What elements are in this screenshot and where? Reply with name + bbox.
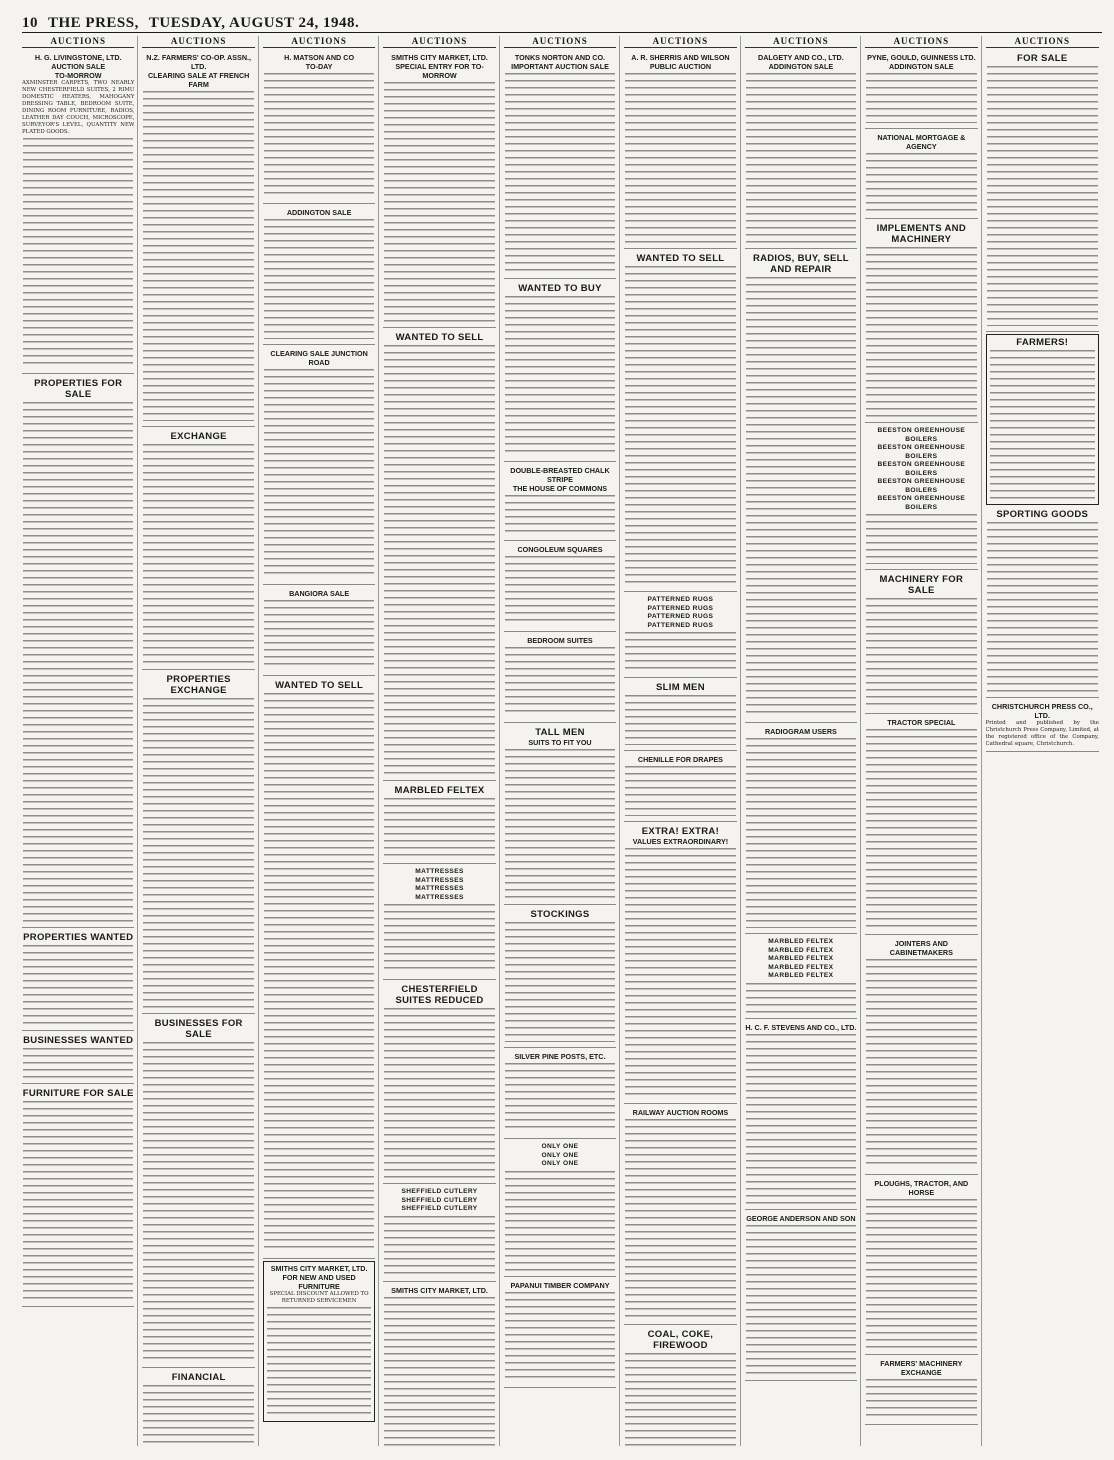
ad-heading: FARMERS' MACHINERY EXCHANGE — [880, 1359, 963, 1377]
ad-filler — [384, 1216, 494, 1276]
stack-line: ONLY ONE — [541, 1151, 579, 1159]
stack-line: ONLY ONE — [541, 1143, 579, 1150]
auction-ad — [383, 51, 495, 328]
stack-line: BEESTON GREENHOUSE BOILERS — [877, 495, 966, 511]
ad-heading: BEDROOM SUITES — [527, 636, 593, 645]
stack-line: BEESTON GREENHOUSE BOILERS — [877, 478, 966, 494]
classified-ad — [865, 221, 977, 423]
ad-heading: CHESTERFIELD SUITES REDUCED — [395, 984, 484, 1006]
ad-heading: STOCKINGS — [530, 909, 590, 920]
section-heading: FURNITURE FOR SALE — [22, 1088, 134, 1099]
display-ad — [865, 937, 977, 1175]
stack-line: PATTERNED RUGS — [647, 621, 714, 629]
display-ad — [986, 700, 1099, 752]
ad-heading: RADIOGRAM USERS — [764, 727, 837, 736]
column-5 — [504, 36, 620, 1446]
ad-filler — [505, 556, 615, 626]
ad-filler — [987, 522, 1098, 692]
ad-heading: RAILWAY AUCTION ROOMS — [632, 1108, 729, 1117]
classified-ad — [986, 507, 1099, 698]
ad-filler — [866, 729, 976, 929]
stack-line: ONLY ONE — [541, 1160, 579, 1167]
display-ad — [865, 425, 977, 570]
classified-ad — [22, 930, 134, 1031]
ad-filler — [746, 1225, 856, 1375]
ad-heading: SILVER PINE POSTS, ETC. — [514, 1052, 606, 1061]
ad-filler — [866, 1379, 976, 1419]
auction-ad — [263, 347, 375, 585]
ad-subheading: TO-DAY — [305, 62, 333, 71]
display-ad — [504, 464, 616, 541]
ad-filler — [866, 598, 976, 708]
auction-ad — [865, 51, 977, 129]
classified-ad — [383, 330, 495, 781]
ad-filler — [987, 66, 1098, 326]
auction-ad — [865, 131, 977, 219]
ad-filler — [143, 698, 253, 1008]
ad-heading: DOUBLE-BREASTED CHALK STRIPE — [510, 466, 610, 484]
stack-line: MATTRESSES — [415, 885, 464, 892]
ad-filler — [23, 138, 133, 368]
ad-subheading: IMPORTANT AUCTION SALE — [511, 62, 609, 71]
ad-heading: PAPANUI TIMBER COMPANY — [510, 1280, 610, 1290]
classified-ad — [142, 672, 254, 1014]
display-ad — [383, 783, 495, 864]
ad-heading: TRACTOR SPECIAL — [887, 718, 956, 727]
stack-line: MATTRESSES — [415, 868, 464, 875]
stack-line: PATTERNED RUGS — [647, 613, 714, 620]
stack-line: PATTERNED RUGS — [647, 596, 714, 603]
stack-line: MATTRESSES — [415, 893, 464, 901]
auction-ad — [624, 1106, 736, 1325]
display-ad — [504, 1141, 616, 1277]
classified-ad — [504, 281, 616, 462]
display-ad — [986, 334, 1099, 505]
ad-subheading: TO-MORROW — [54, 71, 102, 80]
ad-filler — [866, 153, 976, 213]
ad-filler — [143, 444, 253, 664]
ad-filler — [625, 266, 735, 586]
section-heading: BUSINESSES WANTED — [23, 1035, 134, 1046]
column-head: AUCTIONS — [263, 36, 375, 48]
auction-ad — [22, 51, 134, 374]
ad-filler — [143, 1042, 253, 1362]
section-heading: FOR SALE — [1017, 53, 1068, 64]
ad-body: SPECIAL DISCOUNT ALLOWED TO RETURNED SERVICEMEN — [269, 1291, 369, 1304]
display-ad — [504, 907, 616, 1048]
ad-filler — [505, 749, 615, 899]
ad-heading: ADDINGTON SALE — [286, 208, 352, 217]
section-heading: FINANCIAL — [171, 1372, 226, 1383]
ad-filler — [143, 91, 253, 421]
ad-heading: CHENILLE FOR DRAPES — [637, 755, 723, 764]
ad-heading: SMITHS CITY MARKET, LTD. — [270, 1264, 368, 1273]
ad-heading: SMITHS CITY MARKET, LTD. — [391, 1285, 488, 1295]
ad-filler — [505, 495, 615, 535]
ad-heading: EXTRA! EXTRA! — [641, 826, 720, 837]
ad-heading: JOINTERS AND CABINETMAKERS — [889, 939, 953, 957]
ad-filler — [505, 1063, 615, 1133]
ad-heading: H. C. F. STEVENS AND CO., LTD. — [745, 1022, 857, 1032]
ad-filler — [746, 73, 856, 243]
stack-line: PATTERNED RUGS — [647, 604, 714, 612]
ad-filler — [866, 73, 976, 123]
display-ad — [383, 1186, 495, 1282]
display-ad — [745, 1212, 857, 1381]
ad-filler — [23, 402, 133, 922]
ad-filler — [746, 277, 856, 717]
auction-ad — [624, 51, 736, 249]
ad-filler — [866, 959, 976, 1169]
column-7 — [745, 36, 861, 1446]
classified-ad — [22, 1086, 134, 1307]
classified-columns — [22, 36, 1102, 1446]
column-head: AUCTIONS — [865, 36, 977, 48]
section-heading: PROPERTIES FOR SALE — [34, 378, 123, 400]
ad-filler — [505, 1171, 615, 1271]
ad-filler — [264, 693, 374, 1253]
ad-subheading: FOR NEW AND USED FURNITURE — [282, 1273, 356, 1291]
ad-heading: BANGIORA SALE — [289, 589, 350, 598]
stack-line: SHEFFIELD CUTLERY — [401, 1205, 478, 1212]
column-head: AUCTIONS — [22, 36, 134, 48]
column-head: AUCTIONS — [142, 36, 254, 48]
issue-date: TUESDAY, AUGUST 24, 1948. — [148, 15, 360, 31]
ad-heading: SMITHS CITY MARKET, LTD. — [391, 53, 488, 62]
ad-filler — [625, 848, 735, 1098]
stack-line: MATTRESSES — [415, 876, 464, 884]
ad-filler — [866, 1199, 976, 1349]
stack-line: MARBLED FELTEX — [768, 972, 834, 979]
column-8 — [865, 36, 981, 1446]
ad-heading: CHRISTCHURCH PRESS CO., LTD. — [991, 702, 1093, 720]
display-ad — [624, 753, 736, 822]
stack-line: MARBLED FELTEX — [768, 955, 834, 962]
section-heading: EXCHANGE — [170, 431, 227, 442]
ad-filler — [264, 219, 374, 339]
column-1 — [22, 36, 138, 1446]
classified-ad — [745, 251, 857, 723]
section-heading: BUSINESSES FOR SALE — [154, 1018, 243, 1040]
ad-filler — [866, 247, 976, 417]
stack-line: BEESTON GREENHOUSE BOILERS — [877, 444, 966, 460]
ad-filler — [505, 296, 615, 456]
ad-filler — [505, 1292, 615, 1382]
display-ad — [383, 1284, 495, 1447]
ad-subheading: CLEARING SALE AT FRENCH FARM — [147, 71, 250, 89]
classified-ad — [986, 51, 1099, 332]
display-ad — [624, 594, 736, 678]
section-heading: COAL, COKE, FIREWOOD — [647, 1329, 714, 1351]
ad-filler — [990, 350, 1095, 500]
auction-ad — [745, 51, 857, 249]
column-head: AUCTIONS — [504, 36, 616, 48]
section-heading: PROPERTIES WANTED — [23, 932, 134, 943]
display-ad — [504, 725, 616, 905]
column-4 — [383, 36, 499, 1446]
ad-filler — [746, 983, 856, 1013]
classified-ad — [142, 1370, 254, 1446]
column-9 — [986, 36, 1102, 1446]
column-head: AUCTIONS — [624, 36, 736, 48]
stack-line: MARBLED FELTEX — [768, 938, 834, 945]
auction-ad — [263, 587, 375, 676]
display-ad — [624, 824, 736, 1104]
display-ad — [745, 936, 857, 1019]
ad-filler — [746, 738, 856, 928]
stack-line: SHEFFIELD CUTLERY — [401, 1196, 478, 1204]
column-head: AUCTIONS — [986, 36, 1099, 48]
ad-filler — [866, 514, 976, 564]
column-3 — [263, 36, 379, 1446]
section-heading: MACHINERY FOR SALE — [879, 574, 964, 596]
ad-filler — [264, 600, 374, 670]
ad-subheading: PUBLIC AUCTION — [649, 62, 712, 71]
classified-ad — [263, 678, 375, 1259]
column-6 — [624, 36, 740, 1446]
ad-heading: A. R. SHERRIS AND WILSON — [631, 53, 730, 62]
display-ad — [504, 1050, 616, 1139]
ad-subheading: ADDINGTON SALE — [889, 62, 954, 71]
display-ad — [383, 982, 495, 1184]
auction-ad — [504, 51, 616, 279]
display-ad — [504, 1279, 616, 1388]
ad-filler — [23, 1101, 133, 1301]
display-ad — [383, 866, 495, 980]
section-heading: WANTED TO SELL — [395, 332, 484, 343]
ad-filler — [143, 1385, 253, 1446]
section-heading: RADIOS, BUY, SELL AND REPAIR — [752, 253, 849, 275]
ad-subheading: AUCTION SALE — [51, 62, 106, 71]
page-number: 10 — [22, 15, 38, 31]
stack-line: MARBLED FELTEX — [768, 946, 834, 954]
ad-body: AXMINSTER CARPETS, TWO NEARLY NEW CHESTERFIELD SUITES, 2 RIMU DOMESTIC HEATERS, MAHOGANY DRESSING TABLE, BEDROOM SUITE, DINING ROOM FURNITURE, RADIOS, LEATHER DAY COUCH, MICROSCOPE, SURVEYOR'S LEVEL, QUANTITY NEW PLATED GOODS. — [22, 80, 135, 135]
classified-ad — [22, 376, 134, 928]
ad-filler — [505, 647, 615, 717]
display-ad — [624, 680, 736, 751]
masthead — [22, 6, 1102, 33]
ad-filler — [384, 798, 494, 858]
ad-heading: H. MATSON AND CO — [284, 53, 355, 62]
stack-line: MARBLED FELTEX — [768, 963, 834, 971]
classified-ad — [624, 251, 736, 592]
ad-heading: TALL MEN — [535, 727, 585, 738]
ad-heading: DALGETY AND CO., LTD. — [758, 53, 844, 62]
paper-name: THE PRESS, — [48, 15, 139, 31]
section-heading: WANTED TO BUY — [518, 283, 602, 294]
auction-ad — [142, 51, 254, 427]
imprint-text: Printed and published by the Christchurch Press Company, Limited, at the registered office of the Company, Cathedral square, Christchurch. — [985, 720, 1099, 747]
section-heading: PROPERTIES EXCHANGE — [166, 674, 231, 696]
ad-filler — [505, 73, 615, 273]
display-ad — [263, 1261, 375, 1422]
classified-ad — [142, 1016, 254, 1368]
ad-filler — [625, 766, 735, 816]
stack-line: SHEFFIELD CUTLERY — [401, 1188, 478, 1195]
ad-subheading: THE HOUSE OF COMMONS — [512, 484, 608, 493]
ad-heading: TONKS NORTON AND CO. — [514, 53, 606, 62]
section-heading: WANTED TO SELL — [636, 253, 725, 264]
ad-heading: PLOUGHS, TRACTOR, AND HORSE — [874, 1179, 969, 1197]
ad-filler — [384, 904, 494, 974]
classified-ad — [624, 1327, 736, 1446]
ad-filler — [384, 1008, 494, 1178]
ad-filler — [264, 73, 374, 198]
ad-filler — [384, 82, 494, 322]
display-ad — [865, 1177, 977, 1355]
ad-subheading: SUITS TO FIT YOU — [528, 738, 592, 747]
ad-subheading: VALUES EXTRAORDINARY! — [632, 837, 729, 846]
ad-heading: CLEARING SALE JUNCTION ROAD — [270, 349, 368, 367]
ad-filler — [267, 1307, 371, 1417]
column-2 — [142, 36, 258, 1446]
ad-filler — [625, 73, 735, 243]
ad-filler — [384, 345, 494, 775]
ad-filler — [23, 1048, 133, 1078]
section-heading: SPORTING GOODS — [996, 509, 1089, 520]
display-ad — [865, 1357, 977, 1425]
ad-heading: CONGOLEUM SQUARES — [517, 545, 603, 554]
display-ad — [504, 543, 616, 632]
display-ad — [745, 725, 857, 934]
column-head: AUCTIONS — [383, 36, 495, 48]
ad-heading: NATIONAL MORTGAGE & AGENCY — [877, 133, 966, 151]
ad-filler — [384, 1297, 494, 1447]
auction-ad — [263, 51, 375, 204]
display-ad — [745, 1021, 857, 1210]
ad-heading: GEORGE ANDERSON AND SON — [746, 1213, 856, 1223]
ad-heading: FARMERS! — [1016, 337, 1069, 348]
classified-ad — [865, 572, 977, 714]
ad-heading: SLIM MEN — [656, 682, 705, 693]
ad-filler — [746, 1034, 856, 1204]
ad-heading: MARBLED FELTEX — [394, 785, 485, 796]
ad-filler — [505, 922, 615, 1042]
stack-line: BEESTON GREENHOUSE BOILERS — [877, 461, 966, 477]
ad-heading: N.Z. FARMERS' CO-OP. ASSN., LTD. — [146, 53, 252, 71]
ad-filler — [625, 1119, 735, 1319]
ad-subheading: ADDINGTON SALE — [768, 62, 834, 71]
classified-ad — [22, 1033, 134, 1084]
display-ad — [865, 716, 977, 935]
stack-line: BEESTON GREENHOUSE BOILERS — [877, 427, 966, 443]
ad-filler — [264, 369, 374, 579]
ad-subheading: SPECIAL ENTRY FOR TO-MORROW — [395, 62, 484, 80]
auction-ad — [263, 206, 375, 345]
classified-ad — [142, 429, 254, 670]
ad-filler — [625, 695, 735, 745]
ad-filler — [625, 1353, 735, 1446]
section-heading: WANTED TO SELL — [275, 680, 364, 691]
ad-heading: H. G. LIVINGSTONE, LTD. — [34, 53, 122, 62]
ad-heading: PYNE, GOULD, GUINNESS LTD. — [867, 53, 976, 62]
display-ad — [504, 634, 616, 723]
ad-filler — [625, 632, 735, 672]
ad-filler — [23, 945, 133, 1025]
section-heading: IMPLEMENTS AND MACHINERY — [876, 223, 966, 245]
column-head: AUCTIONS — [745, 36, 857, 48]
